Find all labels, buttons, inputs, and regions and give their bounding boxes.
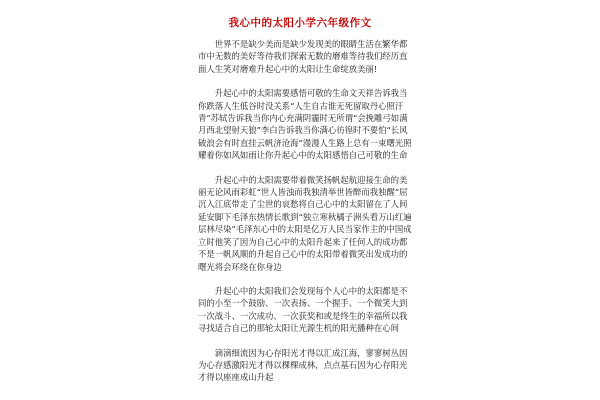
document-body [198, 38, 413, 384]
paragraph-3: 升起心中的太阳需要带着微笑扬帆起航迎接生命的美丽无论风雨彩虹“世人皆浊而我独清举世皆醉而我独醒”屈沉入江底带走了尘世的哀愁将自己心中的太阳留在了人间延安脚下毛泽东热情长歌到“独立寒秋橘子洲头看万山红遍层林尽染”毛泽东心中的太阳是亿万人民当家作主的中国成立时他笑了因为自己心中的太阳升起来了任何人的成功都不是一帆风顺的升起自己心中的太阳带着微笑出发成功的曙光将会环绕在你身边 [198, 174, 412, 272]
paragraph-5: 滴滴细流因为心存阳光才得以汇成江海，寥寥树丛因为心存感激阳光才得以棵棵成林，点点基石因为心存阳光才得以座座成山升起 [198, 347, 408, 383]
paragraph-2: 升起心中的太阳需要感悟可敬的生命文天祥告诉我当你跌落人生低谷时没关系“人生自古谁无死留取丹心照汗青”苏轼告诉我当你内心充满阴霾时无所谓“会挽雕弓如满月西北望射天狼”李白告诉我当你满心彷徨时不要怕“长风破浪会有时直挂云帆济沧海”漫漫人生路上总有一束曙光照耀着你如风如雨让你升起心中的太阳感悟自己可敬的生命 [198, 88, 412, 161]
paragraph-1: 世界不是缺少美而是缺少发现美的眼睛生活在繁华都市中无数的美好等待我们探索无数的磨难等待我们经历直面人生笑对磨难升起心中的太阳让生命绽放美丽! [198, 39, 408, 74]
paragraph-4: 升起心中的太阳我们会发现每个人心中的太阳都是不同的小至一个鼓励、一次表扬、一个握手、一个微笑大到一次战斗、一次成功、一次获奖和或是终生的幸福所以我寻找适合自己的那轮太阳让光源生机的阳光播种在心间 [198, 285, 408, 334]
document-title: 我心中的太阳小学六年级作文 [228, 17, 372, 29]
